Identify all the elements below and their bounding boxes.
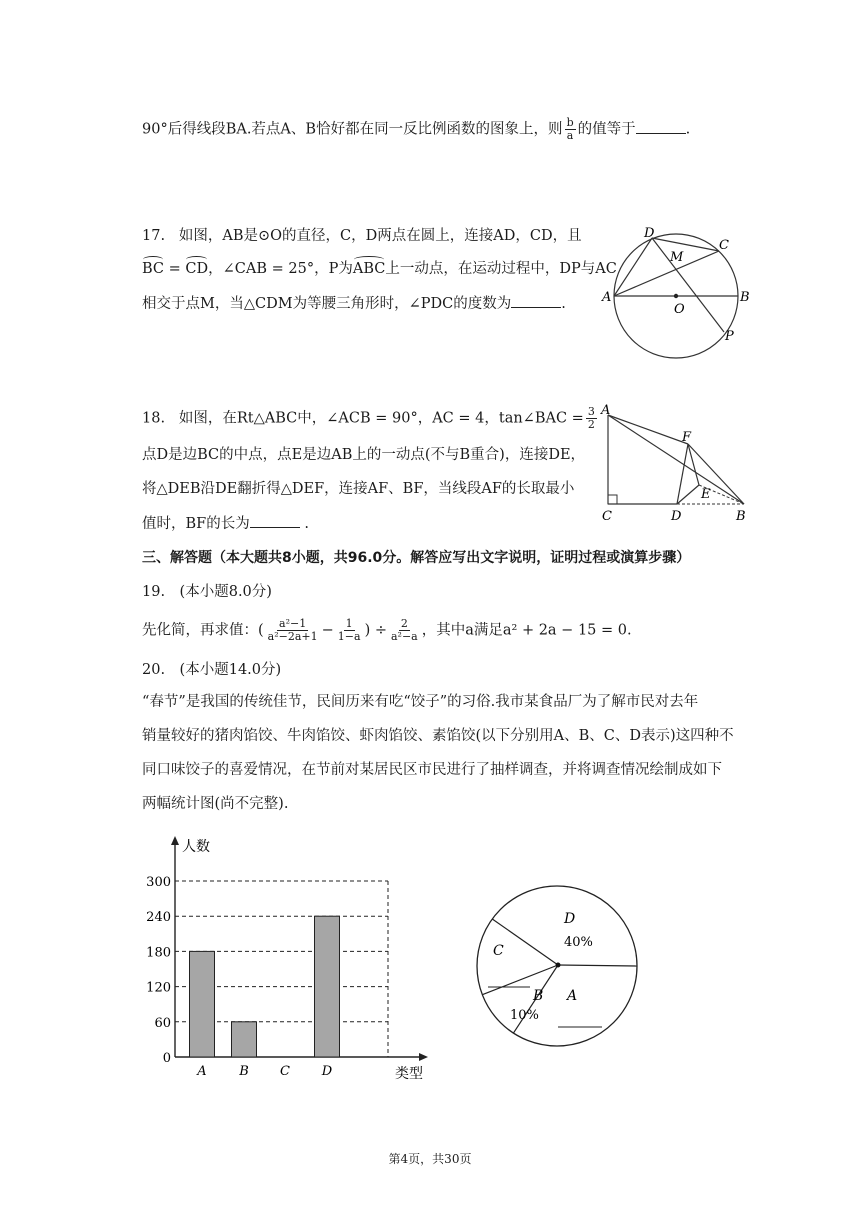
arc-cd: CD bbox=[185, 261, 209, 277]
answer-blank bbox=[511, 293, 561, 308]
q18-line-4: 值时，BF的长为 . bbox=[142, 513, 309, 534]
q20-line-4: 两幅统计图(尚不完整). bbox=[142, 796, 289, 812]
y-tick-label: 120 bbox=[146, 980, 171, 996]
y-tick-label: 300 bbox=[146, 875, 171, 890]
x-tick-label: C bbox=[280, 1064, 290, 1079]
q16-text: 90°后得线段BA.若点A、B恰好都在同一反比例函数的图象上，则 bbox=[142, 121, 563, 138]
label-o: O bbox=[674, 302, 685, 317]
y-tick-label: 240 bbox=[146, 910, 171, 926]
q16-tail-line: 90°后得线段BA.若点A、B恰好都在同一反比例函数的图象上，则 $\frac{b}{a}$ 的值等于 . bbox=[142, 116, 691, 142]
label-e: E bbox=[701, 487, 711, 502]
pie-percent-b: 10% bbox=[510, 1008, 539, 1023]
q17-line-2: BC = CD，∠CAB = 25°，P为ABC上一动点，在运动过程中，DP与AC bbox=[142, 261, 617, 277]
label-c: C bbox=[602, 509, 612, 524]
pie-label-b: B bbox=[533, 988, 544, 1004]
fraction-b-over-a: $\frac{b}{a}$ bbox=[566, 116, 574, 142]
label-d: D bbox=[671, 509, 682, 524]
fraction-1: $\frac{\text{a²−1}}{\text{a²−2a+1}}$ bbox=[267, 617, 318, 643]
q18-triangle-figure bbox=[596, 400, 756, 525]
x-tick-label: A bbox=[197, 1064, 207, 1079]
x-tick-label: D bbox=[321, 1064, 333, 1079]
x-axis-label: 类型 bbox=[395, 1066, 423, 1082]
label-d: D bbox=[644, 226, 655, 241]
fraction-3-over-2: $\frac{3}{2}$ bbox=[587, 405, 595, 431]
page-footer: 第4页，共30页 bbox=[388, 1152, 472, 1166]
pie-label-c: C bbox=[493, 943, 504, 959]
y-tick-label: 180 bbox=[146, 945, 171, 961]
y-axis-arrow bbox=[171, 836, 179, 845]
question-number: 17. bbox=[142, 228, 166, 244]
x-tick-label: B bbox=[239, 1064, 249, 1079]
q18-line-2: 点D是边BC的中点，点E是边AB上的一动点(不与B重合)，连接DE， bbox=[142, 447, 586, 463]
pie-label-a: A bbox=[567, 988, 578, 1004]
pie-percent-d: 40% bbox=[564, 935, 593, 950]
arc-abc: ABC bbox=[352, 261, 386, 277]
label-c: C bbox=[719, 238, 729, 253]
label-b: B bbox=[736, 509, 746, 524]
label-m: M bbox=[670, 250, 684, 265]
q16-text-b: 的值等于 bbox=[577, 121, 636, 138]
q20-line-1: “春节”是我国的传统佳节，民间历来有吃“饺子”的习俗.我市某食品厂为了解市民对去年 bbox=[142, 694, 699, 710]
label-a: A bbox=[601, 403, 611, 418]
arc-bc: BC bbox=[142, 261, 165, 277]
answer-blank bbox=[636, 119, 686, 134]
label-f: F bbox=[682, 430, 692, 445]
pie-label-d: D bbox=[564, 911, 576, 927]
q18-line-1: 18. 如图，在Rt△ABC中，∠ACB = 90°，AC = 4，tan∠BAC = $\frac{3}{2}$ bbox=[142, 405, 595, 431]
fraction-2: $\frac{1}{1-a}$ bbox=[337, 617, 361, 643]
q18-line-3: 将△DEB沿DE翻折得△DEF，连接AF、BF，当线段AF的长取最小 bbox=[142, 481, 575, 497]
label-p: P bbox=[725, 329, 734, 344]
section-heading: 三、解答题（本大题共8小题，共96.0分。解答应写出文字说明，证明过程或演算步骤） bbox=[142, 550, 691, 566]
y-tick-label: 60 bbox=[154, 1015, 171, 1031]
q20-header: 20. (本小题14.0分) bbox=[142, 662, 282, 678]
y-axis-label: 人数 bbox=[182, 839, 210, 855]
fraction-3: $\frac{2}{\text{a²−a}}$ bbox=[390, 617, 418, 643]
bar-b bbox=[232, 1022, 257, 1057]
bar-d bbox=[315, 916, 340, 1057]
q17-line-3: 相交于点M，当△CDM为等腰三角形时，∠PDC的度数为 . bbox=[142, 293, 566, 314]
pie-chart bbox=[470, 880, 650, 1060]
answer-blank bbox=[250, 513, 300, 528]
y-tick-label: 0 bbox=[162, 1051, 171, 1066]
pie-boundary bbox=[558, 965, 637, 966]
label-a: A bbox=[602, 290, 612, 305]
q17-line-1: 17. 如图，AB是⊙O的直径，C，D两点在圆上，连接AD，CD，且 bbox=[142, 228, 582, 244]
label-b: B bbox=[740, 290, 750, 305]
question-number: 18. bbox=[142, 410, 166, 427]
pie-boundary bbox=[482, 965, 558, 995]
q19-expression: 先化简，再求值：( $\frac{\text{a²−1}}{\text{a²−2a+1}}$ − $\frac{1}{1-a}$ ) ÷ $\frac{2}{\text{a²−a}}$ ，其中a满足a² + 2a − 15 = 0. bbox=[142, 617, 632, 643]
q17-circle-figure bbox=[596, 224, 756, 364]
bar-a bbox=[190, 951, 215, 1057]
x-axis-arrow bbox=[419, 1053, 428, 1061]
q19-header: 19. (本小题8.0分) bbox=[142, 584, 272, 600]
pie-center bbox=[556, 963, 561, 968]
q20-line-2: 销量较好的猪肉馅饺、牛肉馅饺、虾肉馅饺、素馅饺(以下分别用A、B、C、D表示)这四种不 bbox=[142, 728, 734, 744]
bar-chart bbox=[130, 830, 450, 1085]
q20-line-3: 同口味饺子的喜爱情况，在节前对某居民区市民进行了抽样调查，并将调查情况绘制成如下 bbox=[142, 762, 722, 778]
